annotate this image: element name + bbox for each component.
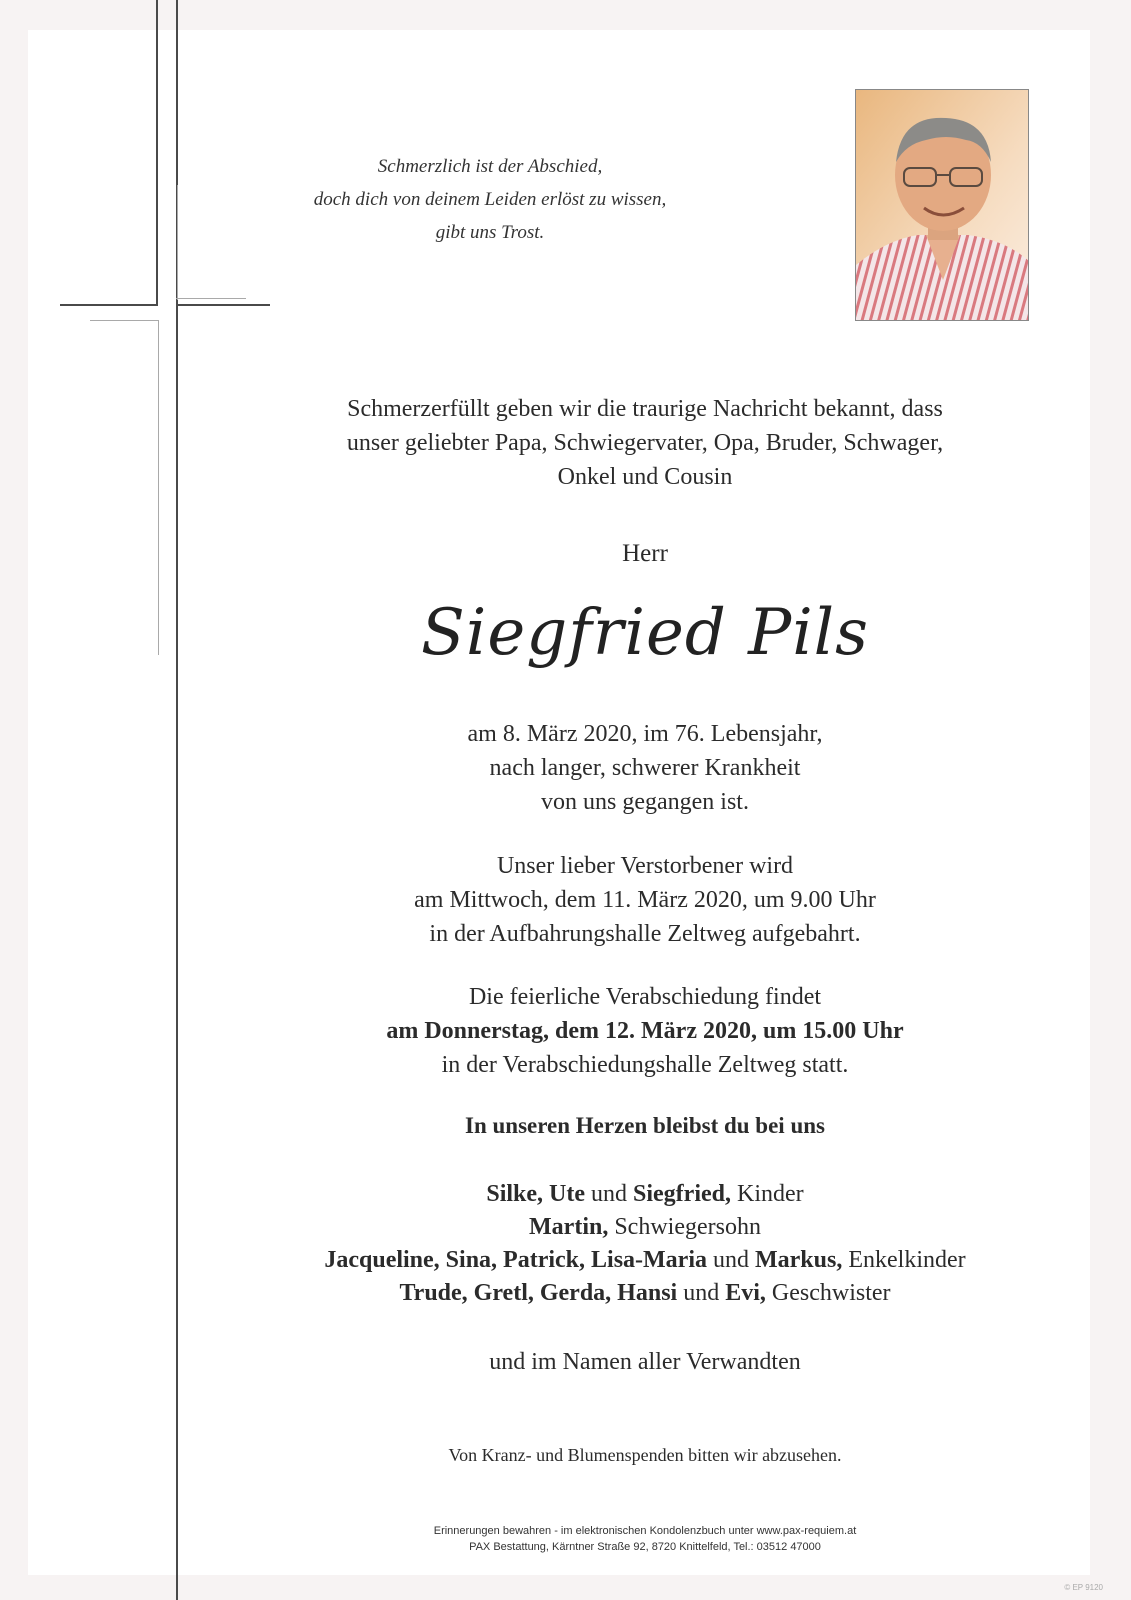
viewing-line: am Mittwoch, dem 11. März 2020, um 9.00 Uhr: [414, 887, 876, 913]
deceased-name: Siegfried Pils: [421, 596, 869, 670]
footer-condolence-line: Erinnerungen bewahren - im elektronischen Kondolenzbuch unter www.pax-requiem.at: [433, 1525, 857, 1537]
family-row-siblings: [160, 1277, 1130, 1310]
farewell-line: Die feierliche Verabschiedung findet: [468, 984, 822, 1010]
announcement-text: [160, 392, 1130, 494]
footer: [160, 1523, 1130, 1555]
family-names: Markus,: [755, 1247, 843, 1273]
print-code: © EP 9120: [1064, 1583, 1103, 1592]
family-list: [160, 1178, 1130, 1310]
cross-horizontal-left: [60, 304, 158, 306]
viewing-line: Unser lieber Verstorbener wird: [496, 853, 794, 879]
announcement-line: Schmerzerfüllt geben wir die traurige Nachricht bekannt, dass: [347, 396, 943, 422]
portrait-photo: [855, 89, 1029, 321]
farewell-date-line: am Donnerstag, dem 12. März 2020, um 15.00 Uhr: [386, 1018, 904, 1044]
family-conjunction: und: [585, 1181, 634, 1207]
family-role: Geschwister: [765, 1280, 891, 1306]
viewing-line: in der Aufbahrungshalle Zeltweg aufgebahrt.: [429, 921, 861, 947]
family-row-son-in-law: [160, 1211, 1130, 1244]
farewell-line: in der Verabschiedungshalle Zeltweg statt.: [441, 1052, 849, 1078]
cross-shadow-left: [90, 320, 158, 321]
salutation: Herr: [622, 540, 668, 567]
quote-line: Schmerzlich ist der Abschied,: [377, 156, 603, 177]
family-names: Jacqueline, Sina, Patrick, Lisa-Maria: [324, 1247, 707, 1273]
death-line: nach langer, schwerer Krankheit: [489, 755, 801, 781]
family-names: Trude, Gretl, Gerda, Hansi: [399, 1280, 678, 1306]
relatives-line: und im Namen aller Verwandten: [489, 1349, 801, 1375]
closing-line: In unseren Herzen bleibst du bei uns: [465, 1113, 825, 1138]
family-role: Kinder: [731, 1181, 804, 1207]
portrait-illustration: [856, 90, 1029, 321]
family-names: Martin,: [529, 1214, 609, 1240]
death-line: von uns gegangen ist.: [541, 789, 749, 815]
family-row-children: [160, 1178, 1130, 1211]
family-role: Schwiegersohn: [608, 1214, 761, 1240]
footer-address-line: PAX Bestattung, Kärntner Straße 92, 8720 Knittelfeld, Tel.: 03512 47000: [469, 1541, 821, 1553]
announcement-line: unser geliebter Papa, Schwiegervater, Opa, Bruder, Schwager,: [346, 430, 944, 456]
death-line: am 8. März 2020, im 76. Lebensjahr,: [467, 721, 823, 747]
family-names: Evi,: [725, 1280, 766, 1306]
quote-line: gibt uns Trost.: [435, 222, 545, 243]
quote-line: doch dich von deinem Leiden erlöst zu wissen,: [313, 189, 667, 210]
death-details: [160, 717, 1130, 819]
family-conjunction: und: [677, 1280, 726, 1306]
flowers-note: Von Kranz- und Blumenspenden bitten wir abzusehen.: [448, 1445, 842, 1465]
cross-vertical-upper-left: [156, 0, 158, 305]
farewell-details: [160, 980, 1130, 1082]
announcement-line: Onkel und Cousin: [557, 464, 733, 490]
family-conjunction: und: [707, 1247, 755, 1273]
quote: [160, 150, 820, 249]
family-role: Enkelkinder: [842, 1247, 966, 1273]
family-names: Siegfried,: [633, 1181, 731, 1207]
cross-vertical-lower-shadow: [158, 320, 159, 655]
family-row-grandchildren: [160, 1244, 1130, 1277]
cross-vertical-lower: [176, 304, 178, 1600]
family-names: Silke, Ute: [486, 1181, 586, 1207]
cross-shadow-right: [176, 298, 246, 299]
viewing-details: [160, 849, 1130, 951]
cross-horizontal-right: [176, 304, 270, 306]
